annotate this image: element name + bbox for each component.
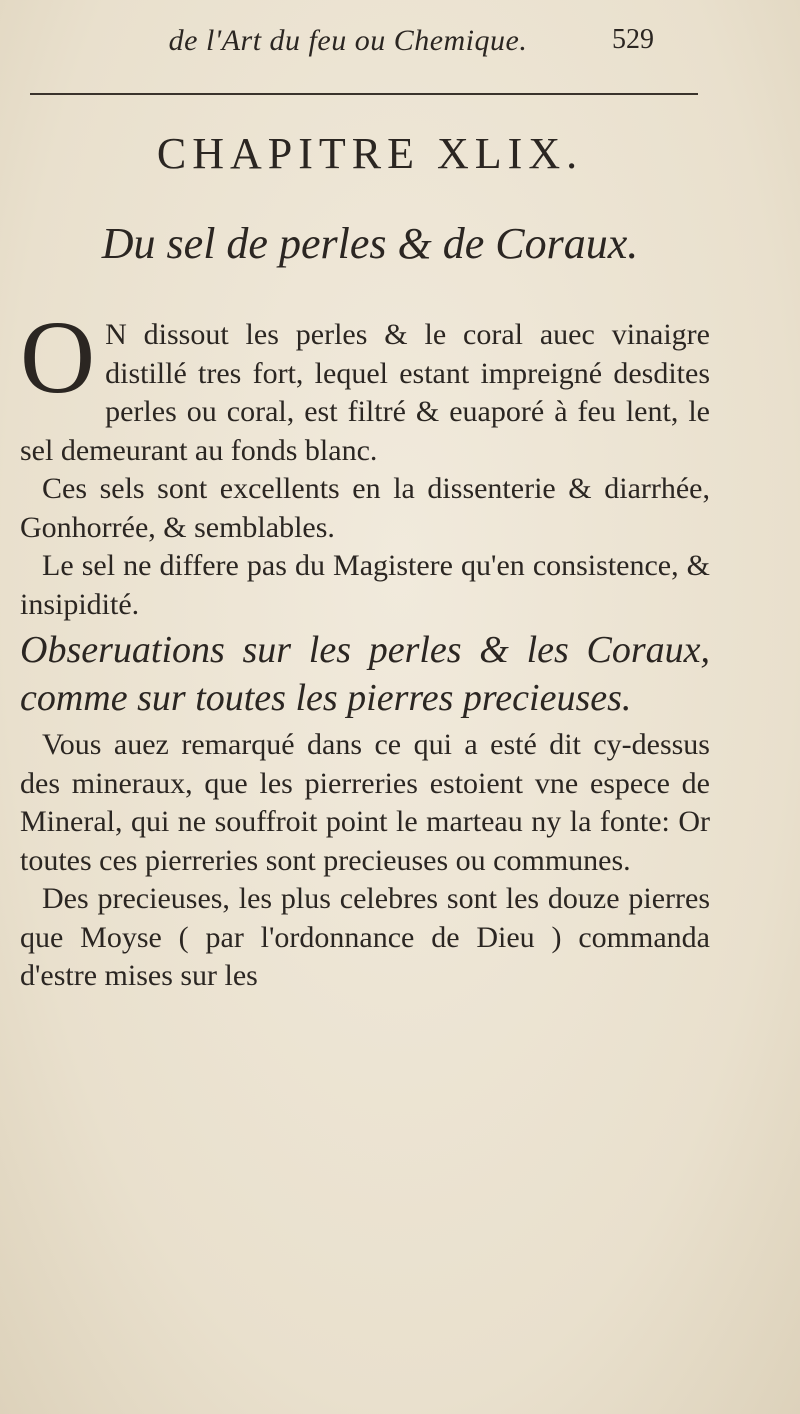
chapter-heading: CHAPITRE XLIX. (156, 129, 584, 178)
chapter-title: Du sel de perles & de Coraux. (101, 219, 639, 268)
body-text (20, 300, 710, 996)
running-head: de l'Art du feu ou Chemique. (168, 24, 528, 57)
paragraph-4: Vous auez remarqué dans ce qui a esté dit cy-dessus des mineraux, que les pierreries estoient vne espece de Mineral, qui ne souffroit point le marteau ny la fonte: Or toutes ces pierreries sont precieuses ou communes. (20, 728, 710, 877)
paragraph-1 (20, 300, 710, 470)
section-subheading: Obseruations sur les perles & les Coraux, comme sur toutes les pierres precieuses. (20, 629, 710, 719)
drop-cap: O (20, 300, 96, 415)
paragraph-2: Ces sels sont excellents en la dissenterie & diarrhée, Gonhorrée, & semblables. (20, 472, 710, 544)
header-rule (30, 93, 698, 95)
paragraph-1-text: N dissout les perles & le coral auec vinaigre distillé tres fort, lequel estant impreigné desdites perles ou coral, est filtré & euaporé à feu lent, le sel demeurant au fonds blanc. (20, 318, 710, 467)
paragraph-3: Le sel ne differe pas du Magistere qu'en consistence, & insipidité. (20, 549, 710, 621)
page-number: 529 (612, 24, 654, 55)
paragraph-5: Des precieuses, les plus celebres sont les douze pierres que Moyse ( par l'ordonnance de Dieu ) commanda d'estre mises sur les (20, 882, 710, 992)
